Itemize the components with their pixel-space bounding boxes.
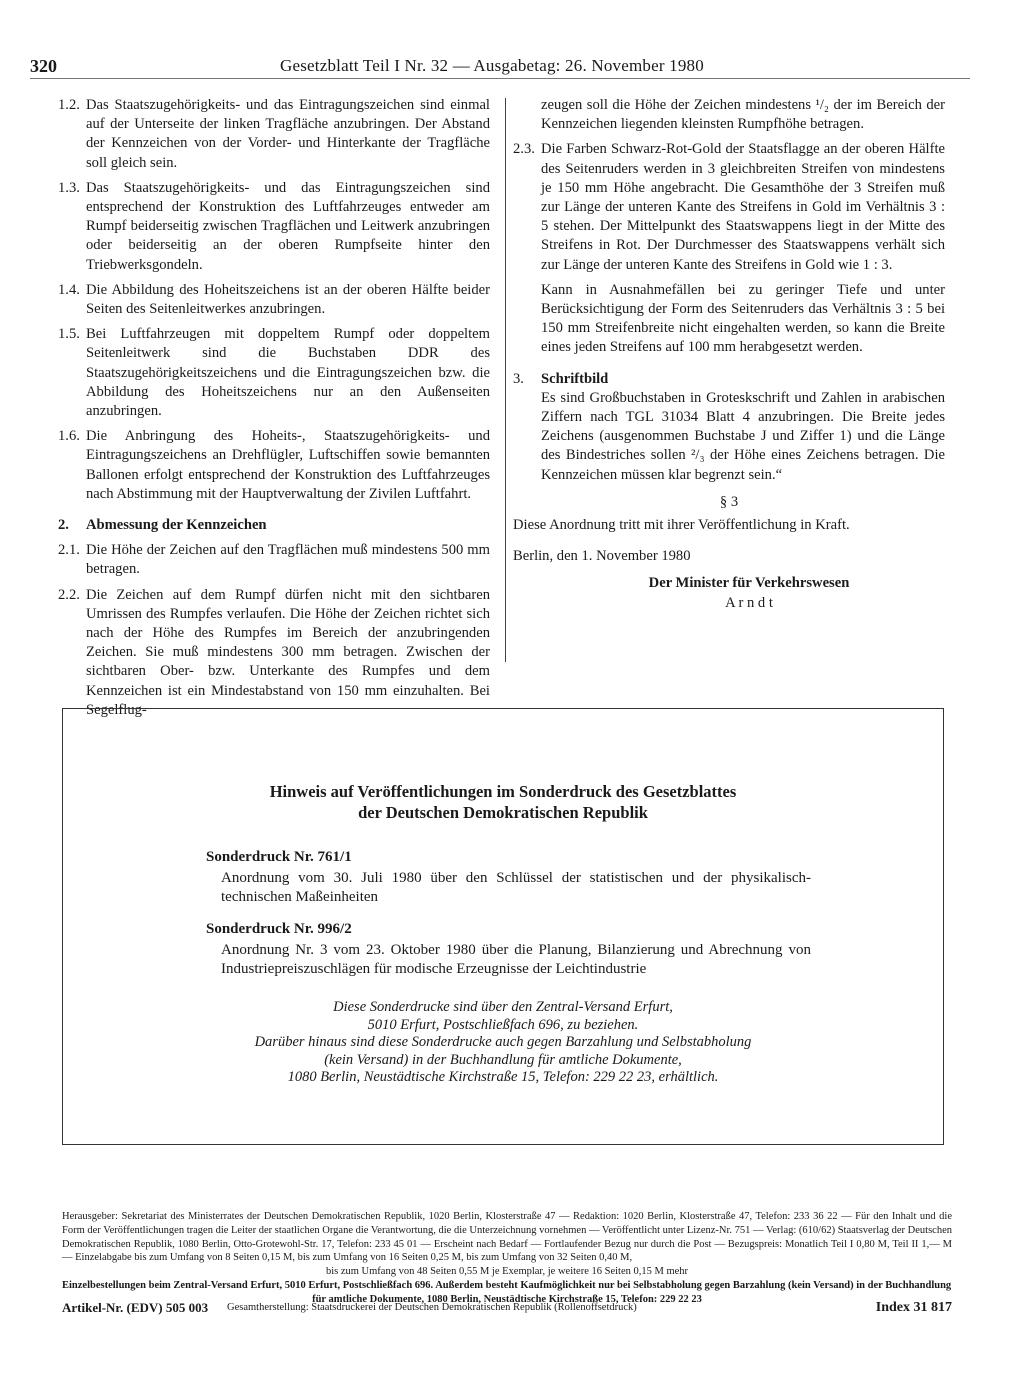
orders-text-center: für amtliche Dokumente, 1080 Berlin, Neustädtische Kirchstraße 15, Telefon: 229 22 23	[312, 1293, 702, 1305]
sonderdruck-2-text: Anordnung Nr. 3 vom 23. Oktober 1980 über die Planung, Bilanzierung und Abrechnung von Industriepreiszuschlägen für modische Erzeugnisse der Leichtindustrie	[221, 942, 811, 977]
column-divider	[505, 98, 506, 662]
footer-bottom-line	[62, 1300, 952, 1318]
section-heading: Abmessung der Kennzeichen	[86, 517, 267, 534]
production-note: Gesamtherstellung: Staatsdruckerei der Deutschen Demokratischen Republik (Rollenoffsetdruck)	[227, 1302, 637, 1313]
paragraph-text: Kann in Ausnahmefällen bei zu geringer Tiefe und unter Berücksichtigung der Form des Seitenruders das Verhältnis 3 : 5 bei 150 mm Streifenbreite nicht eingehalten werden, so kann die Breite eines jeden Streifens auf 100 mm herabgesetzt werden.	[541, 281, 945, 356]
item-text: Die Zeichen auf dem Rumpf dürfen nicht mit den sichtbaren Umrissen des Rumpfes verlaufen. Die Höhe der Zeichen richtet sich nach der Höhe des Rumpfes im Bereich der anzubringenden Zeichen. Sie muß mindestens 300 mm betragen. Zwischen der sichtbaren Ober- bzw. Unterkante des Rumpfes und dem Kennzeichen ist ein Mindestabstand von 150 mm einzuhalten. Bei Segelflug-	[86, 586, 490, 718]
imprint-text-center: bis zum Umfang von 48 Seiten 0,55 M je Exemplar, je weitere 16 Seiten 0,15 M mehr	[325, 1266, 689, 1278]
index-number: Index 31 817	[875, 1300, 952, 1315]
item-text: Die Höhe der Zeichen auf den Tragflächen muß mindestens 500 mm betragen.	[86, 542, 490, 578]
item-text: Die Anbringung des Hoheits-, Staatszugehörigkeits- und Eintragungszeichens an Drehflügler, Luftschiffen sowie bemannten Ballonen erfolgt entsprechend der Konstruktion des Luftfahrzeuges nach Abstimmung mit der Hauptverwaltung der Zivilen Luftfahrt.	[86, 428, 490, 502]
paragraph-symbol: § 3	[719, 493, 739, 510]
item-text: Das Staatszugehörigkeits- und das Eintragungszeichen sind entsprechend der Konstruktion des Luftfahrzeuges entweder am Rumpf beiderseitig zwischen Tragflächen und Leitwerk anzubringen oder beiderseitig an der oberen Rumpfseite hinter den Triebwerksgondeln.	[86, 179, 490, 273]
item-number: 1.4.	[58, 281, 80, 298]
sonderdruck-2-label: Sonderdruck Nr. 996/2	[206, 921, 352, 937]
pickup-info	[63, 1034, 943, 1087]
place-date: Berlin, den 1. November 1980	[513, 548, 691, 565]
section-3-heading	[513, 370, 945, 389]
item-number: 3.	[513, 370, 524, 387]
entry-into-force: Diese Anordnung tritt mit ihrer Veröffentlichung in Kraft.	[513, 517, 850, 534]
section-2-heading	[58, 516, 490, 535]
section-1-3	[58, 179, 490, 275]
section-heading: Schriftbild	[541, 370, 609, 387]
item-number: 2.	[58, 517, 69, 534]
notice-title-line-1: Hinweis auf Veröffentlichungen im Sonderdruck des Gesetzblattes	[269, 782, 737, 801]
header-title: Gesetzblatt Teil I Nr. 32 — Ausgabetag: 26. November 1980	[280, 56, 704, 75]
section-1-2	[58, 96, 490, 173]
section-1-6	[58, 427, 490, 504]
minister-name: A r n d t	[725, 594, 773, 611]
item-text: Die Abbildung des Hoheitszeichens ist an der oberen Hälfte beider Seiten des Seitenleitwerkes anzubringen.	[86, 281, 490, 318]
paragraph-text: Es sind Großbuchstaben in Groteskschrift und Zahlen in arabischen Ziffern nach TGL 31034 Blatt 4 anzubringen. Die Breite jedes Zeichens (ausgenommen Buchstabe J und Ziffer 1) und die Länge des Bindestriches sollen ²/₃ der Höhe eines Zeichens betragen. Die Kennzeichen müssen klar begrenzt sein.“	[541, 389, 945, 483]
pickup-info-line-2: (kein Versand) in der Buchhandlung für amtliche Dokumente,	[324, 1051, 682, 1068]
section-1-4	[58, 281, 490, 319]
ordering-info-line-2: 5010 Erfurt, Postschließfach 696, zu beziehen.	[367, 1016, 639, 1033]
sonderdruck-1-text: Anordnung vom 30. Juli 1980 über den Schlüssel der statistischen und der physikalisch-technischen Maßeinheiten	[221, 870, 811, 905]
ordering-info	[63, 999, 943, 1034]
minister-title: Der Minister für Verkehrswesen	[648, 575, 850, 592]
left-column	[58, 96, 490, 726]
pickup-info-line-1: Darüber hinaus sind diese Sonderdrucke auch gegen Barzahlung und Selbstabholung	[254, 1034, 752, 1050]
pickup-info-line-3: 1080 Berlin, Neustädtische Kirchstraße 15, Telefon: 229 22 23, erhältlich.	[287, 1069, 719, 1085]
section-2-2	[58, 586, 490, 720]
item-number: 1.2.	[58, 97, 80, 113]
page-header	[30, 56, 970, 79]
section-3-text	[513, 389, 945, 485]
item-number: 2.2.	[58, 586, 80, 603]
sonderdruck-1-label: Sonderdruck Nr. 761/1	[206, 849, 352, 865]
paragraph-text: zeugen soll die Höhe der Zeichen mindestens ¹/₂ der im Bereich der Kennzeichen liegenden kleinsten Rumpfhöhe betragen.	[541, 97, 945, 133]
notice-box	[62, 708, 944, 1145]
item-number: 1.6.	[58, 428, 80, 445]
page-number: 320	[30, 56, 57, 76]
imprint	[62, 1210, 952, 1307]
section-2-3	[513, 140, 945, 274]
orders-text: Einzelbestellungen beim Zentral-Versand Erfurt, 5010 Erfurt, Postschließfach 696. Außerdem besteht Kaufmöglichkeit nur bei Selbstabholung gegen Barzahlung (kein Versand) in der Buchhandlung	[62, 1279, 952, 1291]
section-2-1	[58, 541, 490, 579]
item-text: Das Staatszugehörigkeits- und das Eintragungszeichen sind einmal auf der Unterseite der linken Tragfläche anzubringen. Der Abstand der Kennzeichen von der Vorder- und Hinterkante der Tragfläche soll gleich sein.	[86, 97, 490, 171]
item-number: 2.3.	[513, 141, 535, 158]
item-number: 2.1.	[58, 542, 80, 559]
section-2-3-paragraph-2	[513, 281, 945, 358]
section-1-5	[58, 325, 490, 421]
item-number: 1.3.	[58, 179, 80, 196]
item-text: Die Farben Schwarz-Rot-Gold der Staatsflagge an der oberen Hälfte des Seitenruders werden in 3 gleichbreiten Streifen von mindestens je 150 mm Höhe angebracht. Die Gesamthöhe der 3 Streifen muß zur Länge der unteren Kante des Streifens in Gold im Verhältnis 3 : 5 stehen. Der Mittelpunkt des Staatswappens liegt in der Mitte des Streifens in Rot. Der Durchmesser des Staatswappens verhält sich zur Länge der unteren Kante des Streifens in Gold wie 1 : 3.	[541, 141, 945, 273]
ordering-info-line-1: Diese Sonderdrucke sind über den Zentral-Versand Erfurt,	[333, 999, 673, 1015]
notice-title-line-2: der Deutschen Demokratischen Republik	[358, 803, 648, 822]
article-number: Artikel-Nr. (EDV) 505 003	[62, 1300, 209, 1315]
notice-title	[63, 781, 943, 823]
item-text: Bei Luftfahrzeugen mit doppeltem Rumpf oder doppeltem Seitenleitwerk sind die Buchstaben DDR des Staatszugehörigkeitszeichens und die Eintragungszeichen bzw. die Abbildung des Hoheitszeichens nur an den Außenseiten anzubringen.	[86, 326, 490, 420]
imprint-text: Herausgeber: Sekretariat des Ministerrates der Deutschen Demokratischen Republik, 1020 Berlin, Klosterstraße 47 — Redaktion: 1020 Berlin, Klosterstraße 47, Telefon: 233 36 22 — Für den Inhalt und die Form der Veröffentlichungen tragen die Leiter der staatlichen Organe die Verantwortung, die die Unterzeichnung vornehmen — Veröffentlicht unter Lizenz-Nr. 751 — Verlag: (610/62) Staatsverlag der Deutschen Demokratischen Republik, 1080 Berlin, Otto-Grotewohl-Str. 17, Telefon: 233 45 01 — Erscheint nach Bedarf — Fortlaufender Bezug nur durch die Post — Bezugspreis: Monatlich Teil I 0,80 M, Teil II 1,— M — Einzelabgabe bis zum Umfang von 8 Seiten 0,15 M, bis zum Umfang von 16 Seiten 0,25 M, bis zum Umfang von 32 Seiten 0,40 M,	[62, 1211, 952, 1264]
right-column	[513, 96, 945, 613]
continuation-paragraph	[513, 96, 945, 134]
item-number: 1.5.	[58, 326, 80, 343]
